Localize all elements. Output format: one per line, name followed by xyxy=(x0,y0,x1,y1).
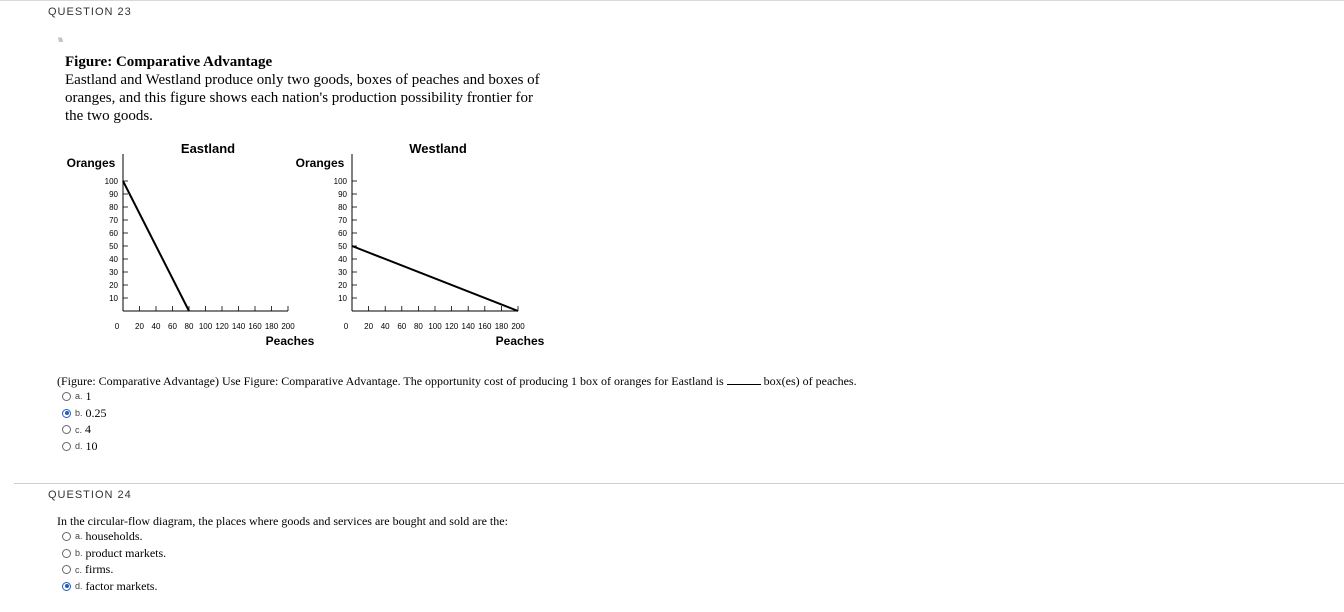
westland-x-tick-label: 40 xyxy=(380,322,390,331)
eastland-y-tick-label: 90 xyxy=(109,190,118,199)
option-text: product markets. xyxy=(85,545,167,560)
westland-x-tick-label: 200 xyxy=(511,322,525,331)
eastland-y-tick-label: 70 xyxy=(109,216,118,225)
figure-charts xyxy=(58,138,545,358)
westland-x-tick-label: 120 xyxy=(444,322,459,331)
radio-button[interactable] xyxy=(62,565,71,574)
eastland-x-tick-label: 100 xyxy=(198,322,213,331)
top-border xyxy=(0,0,1344,1)
westland-y-tick-label: 40 xyxy=(338,255,347,264)
eastland-x-tick-label: 160 xyxy=(248,322,262,331)
option-text: 10 xyxy=(85,438,98,453)
eastland-y-tick-label: 50 xyxy=(109,242,118,251)
radio-button[interactable] xyxy=(62,532,71,541)
westland-y-tick-label: 60 xyxy=(338,229,347,238)
westland-x-tick-label: 140 xyxy=(461,322,475,331)
option-letter: b. xyxy=(75,408,83,419)
question-23-text-before: (Figure: Comparative Advantage) Use Figure: Comparative Advantage. The opportunity cost of producing 1 box of oranges for Eastland is xyxy=(57,374,724,388)
radio-button[interactable] xyxy=(62,409,71,418)
radio-button[interactable] xyxy=(62,425,71,434)
ppf-charts-svg xyxy=(58,138,545,353)
radio-button[interactable] xyxy=(62,549,71,558)
q24-option-a[interactable] xyxy=(62,528,166,545)
westland-y-tick-label: 80 xyxy=(338,203,347,212)
eastland-x-tick-label: 120 xyxy=(215,322,229,331)
option-letter: a. xyxy=(75,391,83,402)
option-letter: c. xyxy=(75,424,83,435)
eastland-x-tick-label: 140 xyxy=(231,322,246,331)
westland-chart-title: Westland xyxy=(409,141,467,156)
radio-button[interactable] xyxy=(62,582,71,591)
question-24-options xyxy=(62,528,166,595)
answer-blank xyxy=(727,374,761,385)
option-letter: c. xyxy=(75,564,83,575)
q23-option-d[interactable] xyxy=(62,438,107,455)
question-23-header: QUESTION 23 xyxy=(48,6,132,18)
westland-x-tick-label: 80 xyxy=(413,322,423,331)
q24-option-d[interactable] xyxy=(62,578,166,595)
eastland-ppf-line xyxy=(123,181,189,311)
eastland-y-tick-label: 30 xyxy=(109,268,118,277)
q23-option-c[interactable] xyxy=(62,421,107,438)
westland-y-axis-label: Oranges xyxy=(295,156,345,170)
eastland-x-tick-label: 60 xyxy=(168,322,177,331)
question-divider xyxy=(14,483,1344,484)
option-text: firms. xyxy=(85,562,114,577)
radio-button[interactable] xyxy=(62,442,71,451)
westland-x-tick-label: 60 xyxy=(397,322,407,331)
eastland-y-tick-label: 40 xyxy=(109,255,118,264)
westland-y-tick-label: 20 xyxy=(338,281,347,290)
westland-x-tick-label: 100 xyxy=(428,322,442,331)
question-23-options xyxy=(62,388,107,455)
figure-title: Figure: Comparative Advantage xyxy=(65,54,273,70)
option-letter: d. xyxy=(75,581,83,592)
question-24-header: QUESTION 24 xyxy=(48,489,132,501)
option-text: households. xyxy=(85,528,143,543)
eastland-y-tick-label: 80 xyxy=(109,203,118,212)
eastland-origin-label: 0 xyxy=(114,322,120,331)
eastland-x-tick-label: 180 xyxy=(264,322,279,331)
eastland-y-axis-label: Oranges xyxy=(66,156,116,170)
westland-ppf-line xyxy=(352,246,518,311)
q23-option-a[interactable] xyxy=(62,388,107,405)
q24-option-c[interactable] xyxy=(62,561,166,578)
eastland-x-tick-label: 80 xyxy=(184,322,194,331)
westland-x-tick-label: 160 xyxy=(478,322,492,331)
option-text: factor markets. xyxy=(85,578,158,593)
eastland-x-axis-label: Peaches xyxy=(265,334,315,348)
eastland-chart-title: Eastland xyxy=(180,141,236,156)
westland-x-tick-label: 20 xyxy=(364,322,374,331)
eastland-y-tick-label: 100 xyxy=(104,177,118,186)
eastland-x-tick-label: 20 xyxy=(135,322,144,331)
q24-option-b[interactable] xyxy=(62,545,166,562)
westland-x-axis-label: Peaches xyxy=(495,334,545,348)
option-letter: b. xyxy=(75,548,83,559)
figure-description: Eastland and Westland produce only two goods, boxes of peaches and boxes of oranges, and this figure shows each nation's production possibility frontier for the two goods. xyxy=(65,72,540,124)
eastland-y-tick-label: 20 xyxy=(109,281,118,290)
westland-y-tick-label: 100 xyxy=(333,177,347,186)
westland-y-tick-label: 30 xyxy=(338,268,347,277)
westland-y-tick-label: 70 xyxy=(338,216,347,225)
eastland-y-tick-label: 60 xyxy=(109,229,118,238)
westland-y-tick-label: 10 xyxy=(338,294,347,303)
westland-y-tick-label: 50 xyxy=(338,242,347,251)
westland-y-tick-label: 90 xyxy=(338,190,347,199)
radio-button[interactable] xyxy=(62,392,71,401)
option-text: 0.25 xyxy=(85,405,107,420)
question-23-text-after: box(es) of peaches. xyxy=(763,374,857,388)
option-letter: a. xyxy=(75,531,83,542)
eastland-x-tick-label: 200 xyxy=(281,322,295,331)
option-text: 1 xyxy=(85,388,92,403)
question-24-text: In the circular-flow diagram, the places where goods and services are bought and sold are the: xyxy=(57,514,508,528)
option-letter: d. xyxy=(75,441,83,452)
westland-origin-label: 0 xyxy=(343,322,349,331)
westland-x-tick-label: 180 xyxy=(494,322,509,331)
faint-mark: \\\\\\ xyxy=(58,38,63,44)
option-text: 4 xyxy=(85,422,92,437)
eastland-x-tick-label: 40 xyxy=(151,322,161,331)
q23-option-b[interactable] xyxy=(62,405,107,422)
eastland-y-tick-label: 10 xyxy=(109,294,118,303)
question-23-text xyxy=(57,374,857,389)
